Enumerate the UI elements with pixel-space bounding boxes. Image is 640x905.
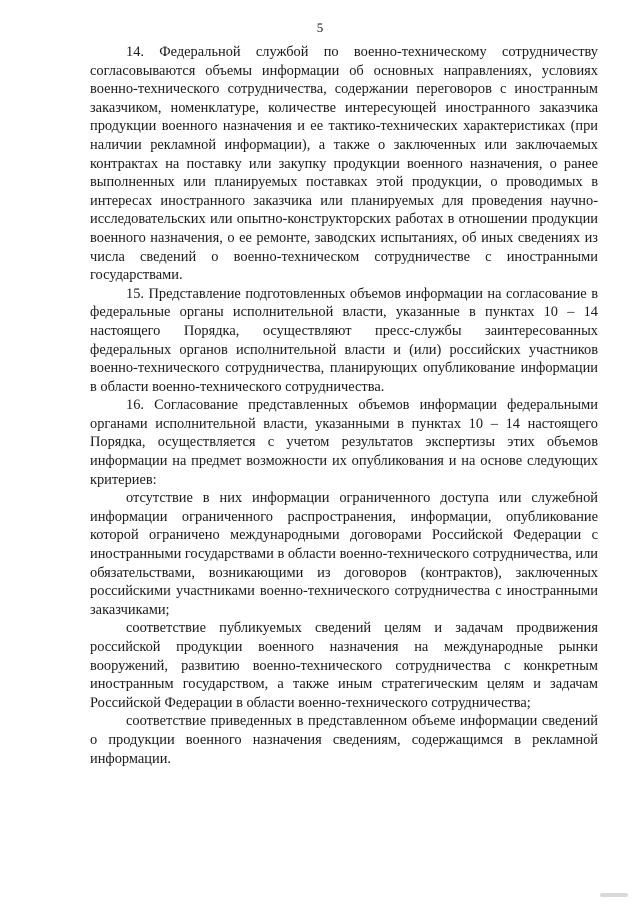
criterion-no-restricted-info: отсутствие в них информации ограниченного доступа или служебной информации ограниченного распространения, информации, опубликование которой ограничено международными договорами Российской Федерации с иностранными государствами в области военно-технического сотрудничества, или обязательствами, возникающими из договоров (контрактов), заключенных российскими участниками военно-технического сотрудничества с иностранными заказчиками; (90, 490, 598, 618)
document-body (90, 43, 598, 768)
page-number: 5 (316, 20, 324, 35)
paragraph-14: 14. Федеральной службой по военно-техническому сотрудничеству согласовываются объемы информации об основных направлениях, условиях военно-технического сотрудничества, содержании переговоров с иностранным заказчиком, номенклатуре, количестве интересующей иностранного заказчика продукции военного назначения и ее тактико-технических характеристиках (при наличии рекламной информации), а также о заключенных или заключаемых контрактах на поставку или закупку продукции военного назначения, о ранее выполненных или планируемых поставках этой продукции, о проводимых в интересах иностранного заказчика или планируемых для проведения научно-исследовательских или опытно-конструкторских работах в отношении продукции военного назначения, о ее ремонте, заводских испытаниях, об иных сведениях из числа сведений о военно-техническом сотрудничестве с иностранными государствами. (90, 44, 598, 284)
paragraph-16: 16. Согласование представленных объемов информации федеральными органами исполнительной власти, указанными в пунктах 10 – 14 настоящего Порядка, осуществляется с учетом результатов экспертизы этих объемов информации на предмет возможности их опубликования и на основе следующих критериев: (90, 397, 598, 488)
scan-artifact (600, 893, 628, 897)
paragraph-15: 15. Представление подготовленных объемов информации на согласование в федеральные органы исполнительной власти, указанные в пунктах 10 – 14 настоящего Порядка, осуществляют пресс-службы заинтересованных федеральных органов исполнительной власти и (или) российских участников военно-технического сотрудничества, планирующих опубликование информации в области военно-технического сотрудничества. (90, 285, 598, 395)
criterion-advertising-compliance: соответствие приведенных в представленном объеме информации сведений о продукции военного назначения сведениям, содержащимся в рекламной информации. (90, 713, 598, 767)
criterion-goals-compliance: соответствие публикуемых сведений целям и задачам продвижения российской продукции военного назначения на международные рынки вооружений, развитию военно-технического сотрудничества с конкретным иностранным государством, а также иным стратегическим целям и задачам Российской Федерации в области военно-технического сотрудничества; (90, 620, 598, 711)
